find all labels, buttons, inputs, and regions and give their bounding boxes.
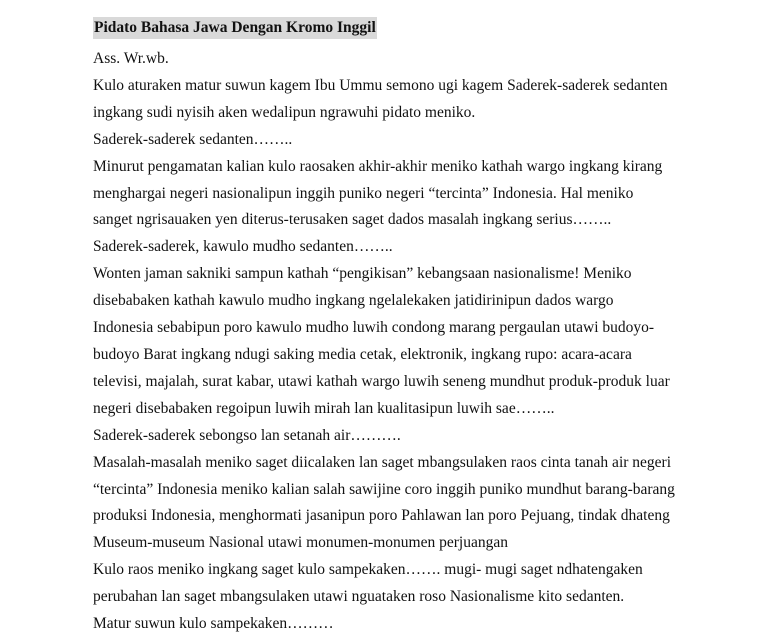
text-line: menghargai negeri nasionalipun inggih puniko negeri “tercinta” Indonesia. Hal meniko [93,184,634,202]
text-line: televisi, majalah, surat kabar, utawi kathah wargo luwih seneng mundhut produk-produk luar [93,372,670,390]
text-line: budoyo Barat ingkang ndugi saking media cetak, elektronik, ingkang rupo: acara-acara [93,345,632,363]
text-line: ingkang sudi nyisih aken wedalipun ngrawuhi pidato meniko. [93,103,476,121]
text-line: perubahan lan saget mbangsulaken utawi nguataken roso Nasionalisme kito sedanten. [93,588,625,606]
closing-line: Matur suwun kulo sampekaken……… [93,615,334,633]
text-line: Wonten jaman sakniki sampun kathah “pengikisan” kebangsaan nasionalisme! Meniko [93,265,632,283]
text-line: Minurut pengamatan kalian kulo raosaken akhir-akhir meniko kathah wargo ingkang kirang [93,157,663,175]
text-line: Saderek-saderek, kawulo mudho sedanten…….. [93,238,393,256]
text-line: Kulo raos meniko ingkang saget kulo sampekaken……. mugi- mugi saget ndhatengaken [93,561,643,579]
text-line: Masalah-masalah meniko saget diicalaken lan saget mbangsulaken raos cinta tanah air negeri [93,453,672,471]
text-line: Kulo aturaken matur suwun kagem Ibu Ummu semono ugi kagem Saderek-saderek sedanten [93,76,668,94]
document-page [93,17,693,638]
text-line: “tercinta” Indonesia meniko kalian salah sawijine coro inggih puniko mundhut barang-barang [93,480,675,498]
text-line: sanget ngrisauaken yen diterus-terusaken saget dados masalah ingkang serius…….. [93,211,612,229]
text-line: disebabaken kathah kawulo mudho ingkang ngelalekaken jatidirinipun dados wargo [93,292,614,310]
text-line: produksi Indonesia, menghormati jasanipun poro Pahlawan lan poro Pejuang, tindak dhateng [93,507,670,525]
text-line: Museum-museum Nasional utawi monumen-monumen perjuangan [93,534,508,552]
text-line: negeri disebabaken regoipun luwih mirah lan kualitasipun luwih sae…….. [93,399,555,417]
text-line: Saderek-saderek sedanten…….. [93,130,293,148]
text-line: Indonesia sebabipun poro kawulo mudho luwih condong marang pergaulan utawi budoyo- [93,319,655,337]
greeting-line: Ass. Wr.wb. [93,50,169,67]
document-title: Pidato Bahasa Jawa Dengan Kromo Inggil [93,17,377,39]
text-line: Saderek-saderek sebongso lan setanah air………. [93,426,401,444]
